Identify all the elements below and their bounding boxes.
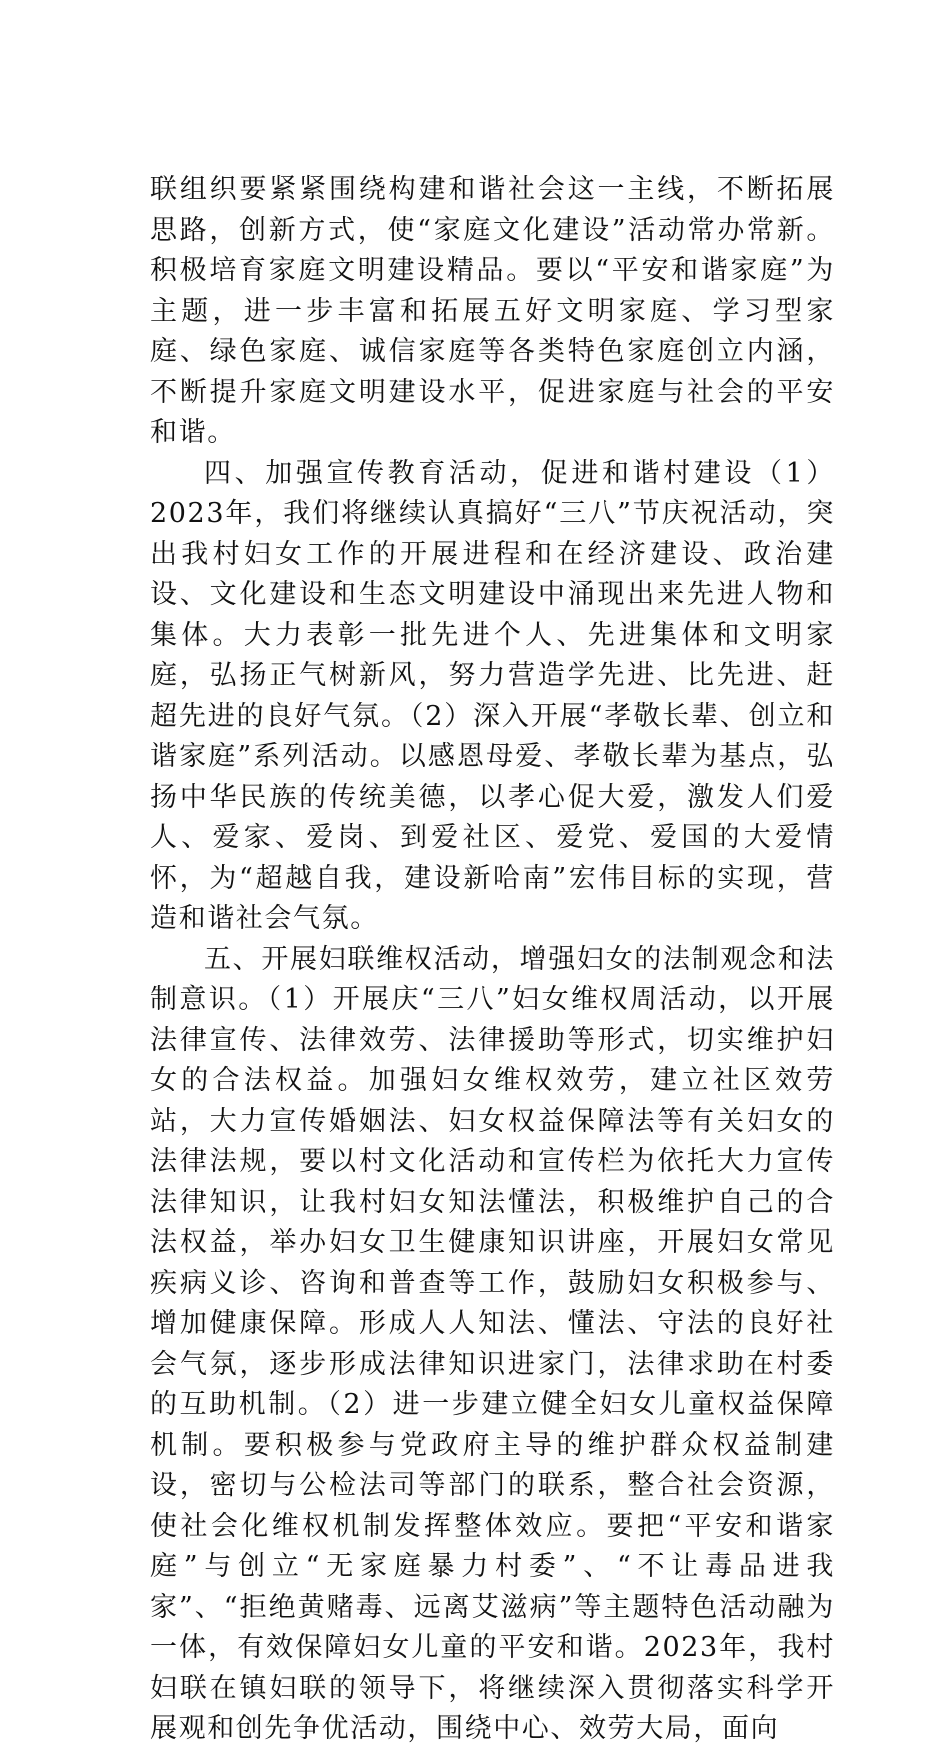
paragraph-section-four-publicity: 四、加强宣传教育活动，促进和谐村建设（1）2023年，我们将继续认真搞好“三八”节庆祝活动，突出我村妇女工作的开展进程和在经济建设、政治建设、文化建设和生态文明建设中涌现出来先进人物和集体。大力表彰一批先进个人、先进集体和文明家庭，弘扬正气树新风，努力营造学先进、比先进、赶超先进的良好气氛。（2）深入开展“孝敬长辈、创立和谐家庭”系列活动。以感恩母爱、孝敬长辈为基点，弘扬中华民族的传统美德，以孝心促大爱，激发人们爱人、爱家、爱岗、到爱社区、爱党、爱国的大爱情怀，为“超越自我，建设新哈南”宏伟目标的实现，营造和谐社会气氛。: [150, 457, 835, 934]
document-body: [150, 170, 835, 1750]
paragraph-section-five-rights: 五、开展妇联维权活动，增强妇女的法制观念和法制意识。（1）开展庆“三八”妇女维权周活动，以开展法律宣传、法律效劳、法律援助等形式，切实维护妇女的合法权益。加强妇女维权效劳，建立社区效劳站，大力宣传婚姻法、妇女权益保障法等有关妇女的法律法规，要以村文化活动和宣传栏为依托大力宣传法律知识，让我村妇女知法懂法，积极维护自己的合法权益，举办妇女卫生健康知识讲座，开展妇女常见疾病义诊、咨询和普查等工作，鼓励妇女积极参与、增加健康保障。形成人人知法、懂法、守法的良好社会气氛，逐步形成法律知识进家门，法律求助在村委的互助机制。（2）进一步建立健全妇女儿童权益保障机制。要积极参与党政府主导的维护群众权益制建设，密切与公检法司等部门的联系，整合社会资源，使社会化维权机制发挥整体效应。要把“平安和谐家庭”与创立“无家庭暴力村委”、“不让毒品进我家”、“拒绝黄赌毒、远离艾滋病”等主题特色活动融为一体，有效保障妇女儿童的平安和谐。2023年，我村妇联在镇妇联的领导下，将继续深入贯彻落实科学开展观和创先争优活动，围绕中心、效劳大局，面向: [150, 943, 835, 1744]
paragraph-family-culture: 联组织要紧紧围绕构建和谐社会这一主线，不断拓展思路，创新方式，使“家庭文化建设”活动常办常新。积极培育家庭文明建设精品。要以“平安和谐家庭”为主题，进一步丰富和拓展五好文明家庭、学习型家庭、绿色家庭、诚信家庭等各类特色家庭创立内涵，不断提升家庭文明建设水平，促进家庭与社会的平安和谐。: [150, 174, 835, 448]
